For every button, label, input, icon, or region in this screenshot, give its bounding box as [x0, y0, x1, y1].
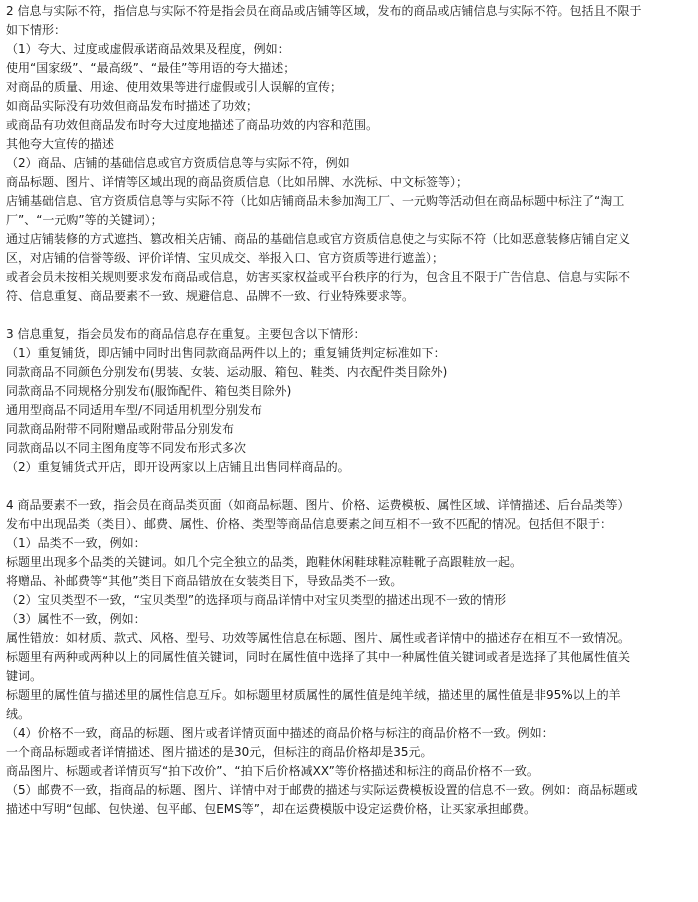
- paragraph-line: 4 商品要素不一致，指会员在商品类页面（如商品标题、图片、价格、运费模板、属性区域、详情描述、后台品类等）: [6, 498, 630, 512]
- section-info-mismatch: [6, 2, 692, 306]
- section-spacer: [6, 306, 692, 325]
- paragraph-line: 符、信息重复、商品要素不一致、规避信息、品牌不一致、行业特殊要求等。: [6, 289, 415, 303]
- paragraph-line: 商品图片、标题或者详情页写“拍下改价”、“拍下后价格减XX”等价格描述和标注的商品价格不一致。: [6, 764, 539, 778]
- paragraph-line: 绒。: [6, 707, 31, 721]
- paragraph-line: （1）重复铺货，即店铺中同时出售同款商品两件以上的；重复铺货判定标准如下：: [6, 346, 446, 360]
- paragraph-line: 同款商品不同规格分别发布(服饰配件、箱包类目除外): [6, 384, 292, 398]
- paragraph-line: （2）商品、店铺的基础信息或官方资质信息等与实际不符，例如: [6, 156, 350, 170]
- paragraph-line: （3）属性不一致，例如：: [6, 612, 146, 626]
- paragraph-line: 或商品有功效但商品发布时夸大过度地描述了商品功效的内容和范围。: [6, 118, 379, 132]
- paragraph-line: 标题里的属性值与描述里的属性信息互斥。如标题里材质属性的属性值是纯羊绒，描述里的属性值是非95%以上的羊: [6, 688, 621, 702]
- paragraph-line: （1）品类不一致，例如：: [6, 536, 146, 550]
- paragraph-line: 同款商品以不同主图角度等不同发布形式多次: [6, 441, 247, 455]
- paragraph-line: 键词。: [6, 669, 43, 683]
- paragraph-line: 通过店铺装修的方式遮挡、篡改相关店铺、商品的基础信息或官方资质信息使之与实际不符（比如恶意装修店铺自定义: [6, 232, 631, 246]
- paragraph-line: 将赠品、补邮费等“其他”类目下商品错放在女装类目下，导致品类不一致。: [6, 574, 403, 588]
- paragraph-line: 如下情形：: [6, 23, 67, 37]
- paragraph-line: 标题里有两种或两种以上的同属性值关键词，同时在属性值中选择了其中一种属性值关键词或者是选择了其他属性值关: [6, 650, 631, 664]
- paragraph-line: 如商品实际没有功效但商品发布时描述了功效；: [6, 99, 259, 113]
- paragraph-line: 对商品的质量、用途、使用效果等进行虚假或引人误解的宣传；: [6, 80, 343, 94]
- paragraph-line: 使用“国家级”、“最高级”、“最佳”等用语的夸大描述；: [6, 61, 296, 75]
- section-info-duplicate: [6, 325, 692, 477]
- paragraph-line: 发布中出现品类（类目）、邮费、属性、价格、类型等商品信息要素之间互相不一致不匹配的情况。包括但不限于：: [6, 517, 613, 531]
- paragraph-line: 其他夸大宣传的描述: [6, 137, 115, 151]
- paragraph-line: 2 信息与实际不符，指信息与实际不符是指会员在商品或店铺等区域，发布的商品或店铺信息与实际不符。包括且不限于: [6, 4, 642, 18]
- paragraph-line: 区，对店铺的信誉等级、评价详情、宝贝成交、举报入口、官方资质等进行遮盖）；: [6, 251, 445, 265]
- paragraph-line: 商品标题、图片、详情等区域出现的商品资质信息（比如吊牌、水洗标、中文标签等）；: [6, 175, 469, 189]
- paragraph-line: （2）宝贝类型不一致，“宝贝类型”的选择项与商品详情中对宝贝类型的描述出现不一致的情形: [6, 593, 507, 607]
- paragraph-line: 通用型商品不同适用车型/不同适用机型分别发布: [6, 403, 263, 417]
- paragraph-line: 同款商品附带不同附赠品或附带品分别发布: [6, 422, 235, 436]
- section-spacer: [6, 477, 692, 496]
- paragraph-line: 一个商品标题或者详情描述、图片描述的是30元，但标注的商品价格却是35元。: [6, 745, 433, 759]
- document-body: [6, 2, 692, 819]
- paragraph-line: 标题里出现多个品类的关键词。如几个完全独立的品类，跑鞋休闲鞋球鞋凉鞋靴子高跟鞋放一起。: [6, 555, 523, 569]
- paragraph-line: （1）夸大、过度或虚假承诺商品效果及程度，例如：: [6, 42, 290, 56]
- paragraph-line: 厂”、“一元购”等的关键词）；: [6, 213, 163, 227]
- paragraph-line: 3 信息重复，指会员发布的商品信息存在重复。主要包含以下情形：: [6, 327, 366, 341]
- paragraph-line: （5）邮费不一致，指商品的标题、图片、详情中对于邮费的描述与实际运费模板设置的信息不一致。例如：商品标题或: [6, 783, 638, 797]
- paragraph-line: 描述中写明“包邮、包快递、包平邮、包EMS等”，却在运费模版中设定运费价格，让买家承担邮费。: [6, 802, 536, 816]
- paragraph-line: 或者会员未按相关规则要求发布商品或信息，妨害买家权益或平台秩序的行为，包含且不限于广告信息、信息与实际不: [6, 270, 631, 284]
- paragraph-line: （4）价格不一致，商品的标题、图片或者详情页面中描述的商品价格与标注的商品价格不一致。例如：: [6, 726, 554, 740]
- paragraph-line: （2）重复铺货式开店，即开设两家以上店铺且出售同样商品的。: [6, 460, 350, 474]
- section-element-inconsistent: [6, 496, 692, 819]
- paragraph-line: 同款商品不同颜色分别发布(男装、女装、运动服、箱包、鞋类、内衣配件类目除外): [6, 365, 448, 379]
- paragraph-line: 店铺基础信息、官方资质信息等与实际不符（比如店铺商品未参加淘工厂、一元购等活动但在商品标题中标注了“淘工: [6, 194, 625, 208]
- paragraph-line: 属性错放：如材质、款式、风格、型号、功效等属性信息在标题、图片、属性或者详情中的描述存在相互不一致情况。: [6, 631, 631, 645]
